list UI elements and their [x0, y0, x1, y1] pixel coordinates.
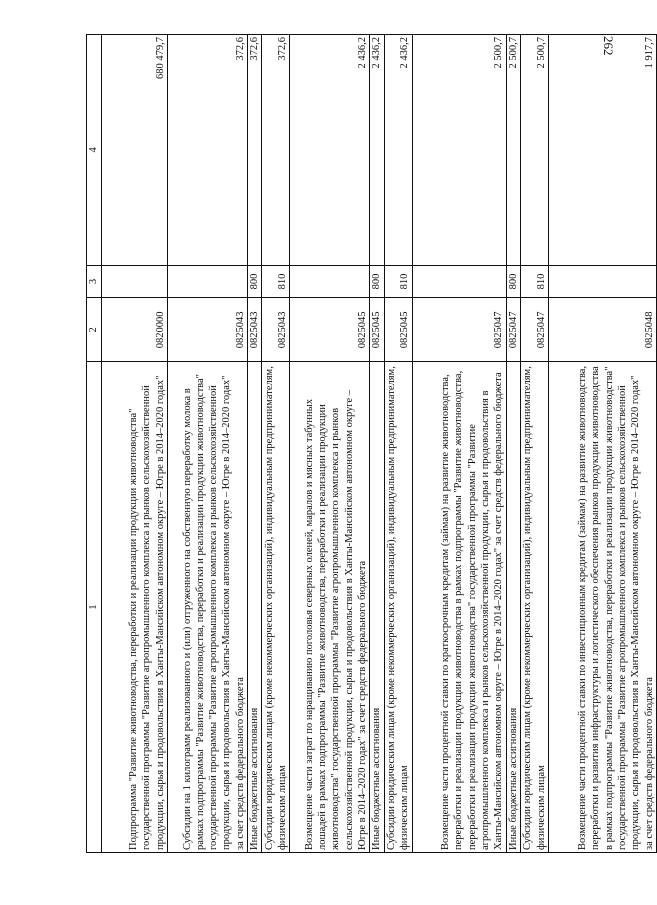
row-code: 0825045	[384, 298, 412, 362]
table-row	[384, 35, 412, 853]
row-kvr: 810	[384, 265, 412, 298]
budget-table	[86, 34, 657, 853]
row-name: Иные бюджетные ассигнования	[506, 362, 520, 853]
row-name: Субсидии юридическим лицам (кроме некоммерческих организаций), индивидуальным предпринимателям, физическим лицам	[520, 362, 548, 853]
row-amount: 1 917,7	[548, 35, 656, 266]
table-row	[262, 35, 290, 853]
row-amount: 2 500,7	[412, 35, 506, 266]
row-name: Субсидии юридическим лицам (кроме некоммерческих организаций), индивидуальным предпринимателям, физическим лицам	[262, 362, 290, 853]
header-cell: 1	[87, 362, 102, 853]
row-code: 0825045	[290, 298, 370, 362]
row-code: 0825047	[412, 298, 506, 362]
row-kvr: 810	[262, 265, 290, 298]
table-row	[248, 35, 262, 853]
row-code: 0825043	[248, 298, 262, 362]
row-kvr	[102, 265, 168, 298]
header-cell: 3	[87, 265, 102, 298]
table-row	[102, 35, 168, 853]
row-name: Иные бюджетные ассигнования	[370, 362, 384, 853]
row-amount: 372,6	[262, 35, 290, 266]
table-row	[520, 35, 548, 853]
row-kvr	[168, 265, 248, 298]
row-kvr	[548, 265, 656, 298]
row-kvr: 800	[370, 265, 384, 298]
row-code: 0825047	[506, 298, 520, 362]
row-amount: 680 479,7	[102, 35, 168, 266]
row-amount: 2 436,2	[384, 35, 412, 266]
row-name: Возмещение части процентной ставки по краткосрочным кредитам (займам) на развитие животноводства, переработки и реализации продукции животноводства в рамках подпрограммы "Развитие животноводства, переработки и реализации продукции животноводства" государственной программы "Развитие агропромышленного комплекса и рынков сельскохозяйственной продукции, сырья и продовольствия в Ханты-Мансийском автономном округе – Югре в 2014–2020 годах" за счет средств федерального бюджета	[412, 362, 506, 853]
table-row	[548, 35, 656, 853]
row-name: Возмещение части затрат по наращиванию поголовья северных оленей, маралов и мясных табунных лошадей в рамках подпрограммы "Развитие животноводства, переработки и реализации продукции животноводства" государственной программы "Развитие агропромышленного комплекса и рынков сельскохозяйственной продукции, сырья и продовольствия в Ханты-Мансийском автономном округе – Югре в 2014–2020 годах" за счет средств федерального бюджета	[290, 362, 370, 853]
row-amount: 2 500,7	[506, 35, 520, 266]
table-row	[370, 35, 384, 853]
row-name: Иные бюджетные ассигнования	[248, 362, 262, 853]
row-code: 0825045	[370, 298, 384, 362]
row-amount: 2 500,7	[520, 35, 548, 266]
row-amount: 372,6	[168, 35, 248, 266]
table-row	[506, 35, 520, 853]
table-row	[290, 35, 370, 853]
row-kvr: 800	[248, 265, 262, 298]
row-code: 0825048	[548, 298, 656, 362]
row-kvr	[412, 265, 506, 298]
table-row	[168, 35, 248, 853]
page-number: 262	[601, 36, 616, 56]
header-cell: 4	[87, 35, 102, 266]
row-code: 0825047	[520, 298, 548, 362]
row-kvr: 800	[506, 265, 520, 298]
rotated-page-content	[86, 34, 655, 853]
row-name: Субсидии на 1 килограмм реализованного и (или) отгруженного на собственную переработку молока в рамках подпрограммы "Развитие животноводства, переработки и реализации продукции животноводства" государственной программы "Развитие агропромышленного комплекса и рынков сельскохозяйственной продукции, сырья и продовольствия в Ханты-Мансийском автономном округе – Югре в 2014–2020 годах" за счет средств федерального бюджета	[168, 362, 248, 853]
header-cell: 2	[87, 298, 102, 362]
row-code: 0820000	[102, 298, 168, 362]
row-amount: 372,6	[248, 35, 262, 266]
table-row	[412, 35, 506, 853]
table-header-row	[87, 35, 102, 853]
row-amount: 2 436,2	[290, 35, 370, 266]
row-code: 0825043	[168, 298, 248, 362]
row-kvr: 810	[520, 265, 548, 298]
row-code: 0825043	[262, 298, 290, 362]
row-name: Субсидии юридическим лицам (кроме некоммерческих организаций), индивидуальным предпринимателям, физическим лицам	[384, 362, 412, 853]
row-amount: 2 436,2	[370, 35, 384, 266]
row-kvr	[290, 265, 370, 298]
row-name: Подпрограмма "Развитие животноводства, переработки и реализации продукции животноводства" государственной программы "Развитие агропромышленного комплекса и рынков сельскохозяйственной продукции, сырья и продовольствия в Ханты-Мансийском автономном округе – Югре в 2014–2020 годах"	[102, 362, 168, 853]
row-name: Возмещение части процентной ставки по инвестиционным кредитам (займам) на развитие животноводства, переработки и развития инфраструктуры и логистического обеспечения рынков продукции животноводства в рамках подпрограммы "Развитие животноводства, переработки и реализации продукции животноводства" государственной программы "Развитие агропромышленного комплекса и рынков сельскохозяйственной продукции, сырья и продовольствия в Ханты-Мансийском автономном округе – Югре в 2014–2020 годах" за счет средств федерального бюджета	[548, 362, 656, 853]
